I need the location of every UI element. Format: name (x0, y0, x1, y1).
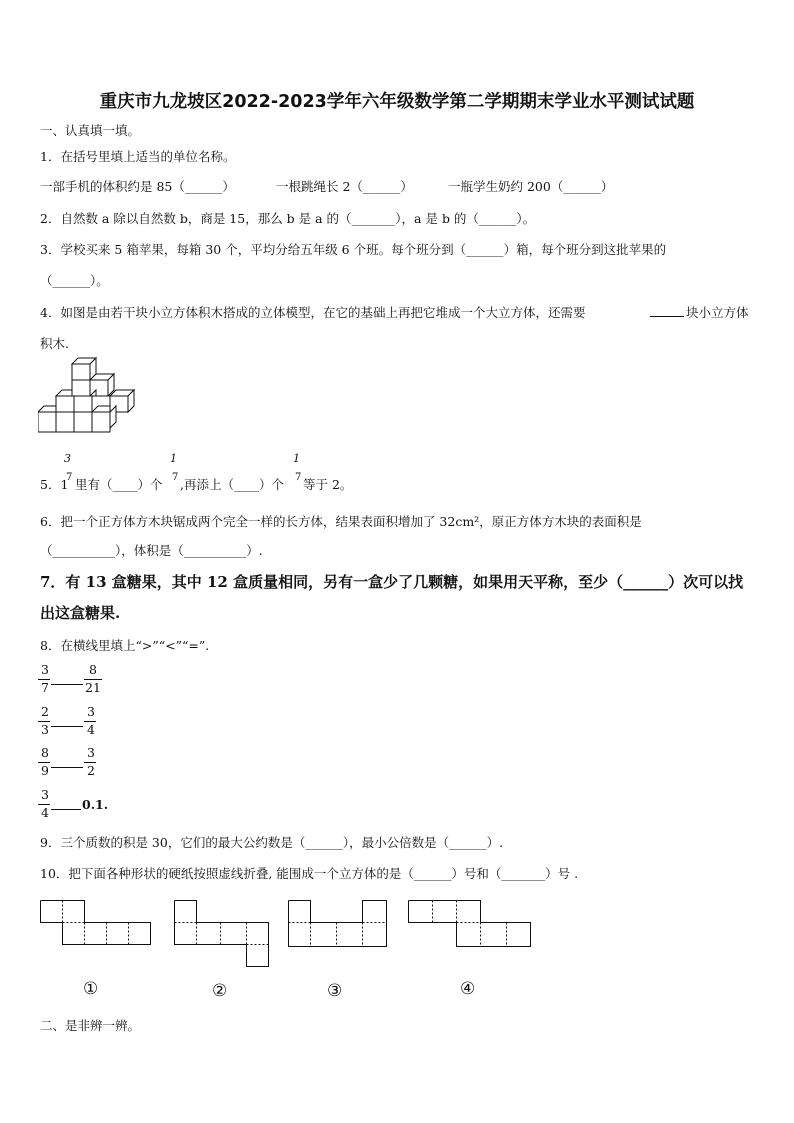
q8-row2-right-num: 3 (87, 704, 95, 719)
section-1-heading: 一、认真填一填。 (40, 123, 141, 138)
q5-frac1-den: 7 (66, 472, 73, 483)
q8-row1-right-num: 8 (89, 662, 97, 677)
q5-frac1-num: 3 (64, 452, 71, 465)
q7-line1: 7．有 13 盒糖果，其中 12 盒质量相同，另有一盒少了几颗糖，如果用天平称，至少（______）次可以找 (40, 573, 744, 591)
q8-row1-left-fraction (38, 662, 52, 696)
q8-row3-left-den: 9 (41, 763, 49, 778)
q8-row1-left-den: 7 (41, 680, 49, 695)
q1-milk: 一瓶学生奶约 200（______） (448, 179, 614, 194)
q5-frac3-num: 1 (293, 452, 300, 465)
q8-row1-left-num: 3 (41, 662, 49, 677)
cube-net-3 (288, 900, 388, 948)
q8-row2-left-num: 2 (41, 704, 49, 719)
q8-row3-right-num: 3 (87, 745, 95, 760)
cube-net-1 (40, 900, 152, 946)
net-label-1: ① (83, 979, 99, 999)
cube-net-2 (174, 900, 272, 968)
q8-row3-blank (51, 767, 83, 768)
q8-row4-left-fraction (38, 787, 52, 821)
q8-row2-right-fraction (84, 704, 98, 738)
section-2-heading: 二、是非辨一辨。 (40, 1018, 141, 1033)
q4-line2: 积木. (40, 336, 69, 351)
q1-heading: 1．在括号里填上适当的单位名称。 (40, 149, 236, 164)
q9: 9．三个质数的积是 30，它们的最大公约数是（______），最小公倍数是（______）. (40, 835, 504, 850)
q8-row3-right-fraction (84, 745, 98, 779)
net-label-3: ③ (327, 981, 343, 1001)
q7-line2: 出这盒糖果. (40, 604, 121, 622)
net-label-2: ② (212, 981, 228, 1001)
q5-frac2-num: 1 (170, 452, 177, 465)
q8-row4-blank (51, 809, 81, 810)
q10: 10．把下面各种形状的硬纸按照虚线折叠, 能围成一个立方体的是（______）号和（_______）号 . (40, 866, 579, 881)
q5-prefix: 5．1 (40, 477, 69, 492)
q3-line2: （______）。 (40, 273, 109, 288)
q4-line1-end: 块小立方体 (686, 305, 749, 320)
q8-row3-left-num: 8 (41, 745, 49, 760)
q5-part1: 里有（____）个 (75, 477, 163, 492)
q8-row3-right-den: 2 (87, 763, 95, 778)
q3-line1: 3．学校买来 5 箱苹果，每箱 30 个，平均分给五年级 6 个班。每个班分到（______）箱，每个班分到这批苹果的 (40, 242, 667, 257)
q1-phone: 一部手机的体积约是 85（______） (40, 179, 235, 194)
q8-row4-left-den: 4 (41, 805, 49, 820)
net-label-4: ④ (460, 979, 476, 999)
q8-row4-right: 0.1. (82, 797, 109, 812)
q5-end: 等于 2。 (303, 477, 353, 492)
q4-line1: 4．如图是由若干块小立方体积木搭成的立体模型，在它的基础上再把它堆成一个大立方体，还需要 (40, 305, 586, 320)
cube-model-figure (38, 356, 140, 438)
q5-fraction-3 (293, 452, 301, 486)
q8-row2-left-fraction (38, 704, 52, 738)
q4-blank (650, 316, 684, 317)
q8-row2-left-den: 3 (41, 722, 49, 737)
q1-rope: 一根跳绳长 2（______） (276, 179, 413, 194)
q2: 2．自然数 a 除以自然数 b，商是 15，那么 b 是 a 的（_______），a 是 b 的（______）。 (40, 211, 536, 226)
q5-frac2-den: 7 (172, 472, 179, 483)
cube-net-4 (408, 900, 532, 948)
q8-heading: 8．在横线里填上“>”“<”“=”. (40, 638, 210, 653)
q8-row2-right-den: 4 (87, 722, 95, 737)
page-title: 重庆市九龙坡区2022-2023学年六年级数学第二学期期末学业水平测试试题 (99, 92, 695, 112)
q5-frac3-den: 7 (295, 472, 302, 483)
q5-fraction-1 (64, 452, 72, 486)
q6-line2: （__________），体积是（__________）. (40, 543, 263, 558)
q5-part2: ,再添上（____）个 (180, 477, 284, 492)
q8-row3-left-fraction (38, 745, 52, 779)
q6-line1: 6．把一个正方体方木块锯成两个完全一样的长方体，结果表面积增加了 32cm²，原正方体方木块的表面积是 (40, 514, 642, 529)
q8-row4-left-num: 3 (41, 787, 49, 802)
q8-row1-right-fraction (84, 662, 102, 696)
q5-fraction-2 (170, 452, 178, 486)
q8-row1-right-den: 21 (85, 680, 101, 695)
q8-row1-blank (51, 684, 83, 685)
q8-row2-blank (51, 726, 83, 727)
